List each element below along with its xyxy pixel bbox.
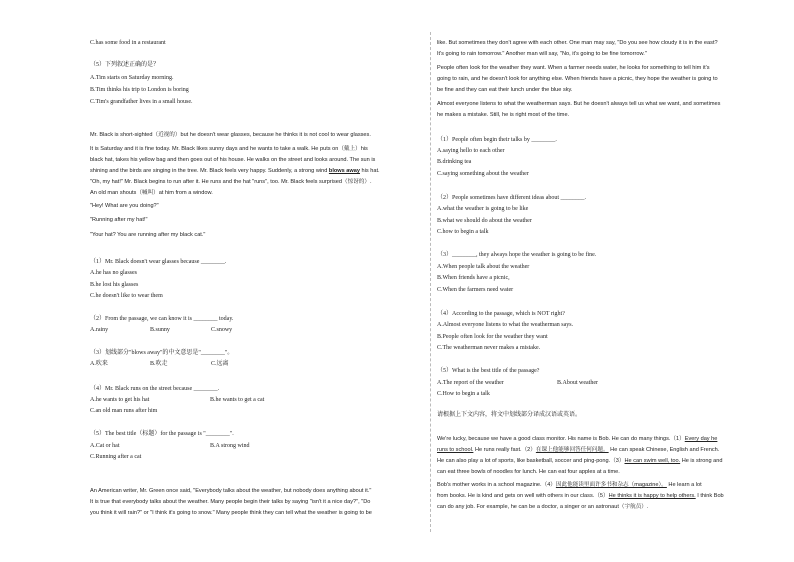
passage-line: An American writer, Mr. Green once said, "Everybody talks about the weather, but nobody does anything about it.": [90, 488, 372, 494]
question-2-stem: （2）People sometimes have different ideas about ________.: [437, 195, 587, 201]
question-3-option-a: A.吹来: [90, 361, 108, 367]
underlined-phrase: blows away: [328, 168, 360, 174]
question-1-option-c: C.saying something about the weather: [437, 171, 529, 177]
passage-text: He can speak Chinese, English and French.: [608, 447, 720, 453]
question-3-option-b: B.吹走: [150, 361, 168, 367]
question-5-option-b: B.Tim thinks his trip to London is boring: [90, 87, 189, 93]
passage-line: [90, 168, 380, 175]
passage-text: He runs really fast.（2）: [473, 447, 536, 453]
passage-line: he makes a mistake. Still, he is right most of the time.: [437, 112, 570, 118]
question-5-option-a: A.Tim starts on Saturday morning.: [90, 75, 174, 81]
question-2-option-a: A.rainy: [90, 327, 109, 333]
column-divider: [430, 32, 431, 532]
passage-line: going to rain, and he doesn't look for anything else. When friends have a picnic, they hope the weather is going to: [437, 76, 718, 82]
question-3-option-a: A.When people talk about the weather: [437, 264, 530, 270]
question-4-stem: （4）According to the passage, which is NOT right?: [437, 311, 565, 317]
question-1-option-a: A.saying hello to each other: [437, 148, 505, 154]
question-4-option-c: C.The weatherman never makes a mistake.: [437, 345, 541, 351]
passage-line: "Oh, my hat!" Mr. Black begins to run after it. He runs and the hat "runs", too. Mr. Black feels surprised（惊讶的）.: [90, 179, 372, 185]
passage-line: Mr. Black is short-sighted（近视的）but he doesn't wear glasses, because he thinks it is not cool to wear glasses.: [90, 132, 371, 138]
translation-instruction: 请根据上下文内容，将文中划线部分译成汉语或英语。: [437, 412, 582, 418]
passage-line: "Hey! What are you doing?": [90, 203, 159, 209]
passage-line: [437, 493, 724, 500]
passage-line: People often look for the weather they want. When a farmer needs water, he looks for something to tell him it's: [437, 65, 710, 71]
passage-text: his hat.: [360, 168, 380, 174]
passage-text: from books. He is kind and gets on well with others in our class.（5）: [437, 493, 609, 499]
question-3-option-c: C.When the farmers need water: [437, 287, 514, 293]
question-5-option-c: C.How to begin a talk: [437, 391, 490, 397]
passage-line: [437, 458, 722, 465]
passage-text: Bob's mother works in a school magazine.（4）: [437, 482, 556, 488]
underlined-sentence: 因此他能读里面许多书和杂志（magazine）。: [555, 482, 667, 488]
question-5-option-c: C.Tim's grandfather lives in a small house.: [90, 99, 193, 105]
question-5-options: [437, 380, 598, 387]
passage-line: It is true that everybody talks about the weather. Many people begin their talks by saying "isn't it a nice day?", "Do: [90, 499, 371, 505]
question-5-stem: （5）What is the best title of the passage?: [437, 368, 540, 374]
question-2-option-b: B.what we should do about the weather: [437, 218, 532, 224]
question-2-option-c: C.snowy: [211, 327, 233, 333]
passage-line: An old man shouts（喊叫）at him from a window.: [90, 190, 213, 196]
question-5-title-stem: （5）The best title（标题）for the passage is "________".: [90, 431, 234, 437]
question-2-option-b: B.sunny: [150, 327, 170, 333]
question-4-option-a: A.Almost everyone listens to what the weatherman says.: [437, 322, 574, 328]
passage-text: He can also play a lot of sports, like basketball, soccer and ping-pong.（3）: [437, 458, 625, 464]
passage-line: [437, 436, 717, 443]
question-2-option-a: A.what the weather is going to be like: [437, 206, 529, 212]
question-3-option-c: C.远离: [211, 361, 229, 367]
question-2-option-c: C.how to begin a talk: [437, 229, 489, 235]
question-4-options: [90, 397, 264, 404]
underlined-sentence: Every day he: [684, 436, 718, 442]
passage-text: I think Bob: [695, 493, 724, 499]
question-4-option-c: C.an old man runs after him: [90, 408, 158, 414]
underlined-sentence: He can swim well, too.: [624, 458, 681, 464]
question-3-stem: （3）划线部分"blows away"的中文意思是"________"。: [90, 350, 234, 356]
passage-text: We're lucky, because we have a good class monitor. His name is Bob. He can do many things.（1）: [437, 436, 685, 442]
question-1-stem: （1）People often begin their talks by ________.: [437, 137, 557, 143]
question-4-option-b: B.he wants to get a cat: [210, 397, 265, 403]
underlined-sentence: He thinks it is happy to help others.: [608, 493, 696, 499]
question-4-option-b: B.People often look for the weather they want: [437, 334, 548, 340]
passage-line: black hat, takes his yellow bag and then goes out of his house. He walks on the street and looks around. The sun is: [90, 157, 376, 163]
question-5-option-b: B.About weather: [557, 380, 598, 386]
underlined-sentence: 在课上他能够回答任何问题。: [535, 447, 609, 453]
passage-line: can eat three bowls of noodles for lunch. He can eat four apples at a time.: [437, 469, 620, 475]
question-5-stem: （5）下列叙述正确的是？: [90, 62, 160, 68]
question-4-option-a: A.he wants to get his hat: [90, 397, 150, 403]
question-3-options: [90, 361, 229, 368]
passage-line: "Running after my hat!": [90, 217, 148, 223]
underlined-sentence: runs to school.: [437, 447, 474, 453]
passage-text: He learn a lot: [666, 482, 702, 488]
passage-line: [437, 482, 702, 489]
passage-text: shining and the birds are singing in the tree. Mr. Black feels very happy. Suddenly, a strong wind: [90, 168, 329, 174]
question-1-option-b: B.drinking tea: [437, 159, 472, 165]
question-5-title-options: [90, 443, 250, 450]
passage-line: like. But sometimes they don't agree with each other. One man may say, "Do you see how cloudy it is in the east?: [437, 40, 718, 46]
prev-option-c: C.has some food in a restaurant: [90, 40, 166, 46]
passage-text: He is strong and: [680, 458, 723, 464]
passage-line: It is Saturday and it is fine today. Mr. Black likes sunny days and he wants to take a walk. He puts on（戴上）his: [90, 146, 368, 152]
question-5-title-option-c: C.Running after a cat: [90, 454, 142, 460]
question-4-stem: （4）Mr. Black runs on the street because ________.: [90, 386, 220, 392]
question-3-option-b: B.When friends have a picnic,: [437, 275, 510, 281]
question-1-option-c: C.he doesn't like to wear them: [90, 293, 163, 299]
question-3-stem: （3）________, they always hope the weather is going to be fine.: [437, 252, 597, 258]
passage-line: "Your hat? You are running after my black cat.": [90, 232, 206, 238]
question-5-title-option-a: A.Cat or hat: [90, 443, 120, 449]
question-2-options: [90, 327, 232, 334]
passage-line: be fine and they can eat their lunch under the blue sky.: [437, 87, 573, 93]
question-1-stem: （1）Mr. Black doesn't wear glasses because ________.: [90, 259, 227, 265]
passage-line: Almost everyone listens to what the weatherman says. But he doesn't always tell us what we want, and sometimes: [437, 101, 721, 107]
passage-line: It's going to rain tomorrow." Another man will say, "No, it's going to be fine tomorrow.": [437, 51, 647, 57]
question-1-option-a: A.he has no glasses: [90, 270, 137, 276]
question-5-option-a: A.The report of the weather: [437, 380, 504, 386]
passage-line: [437, 447, 719, 454]
passage-line: can do any job. For example, he can be a doctor, a singer or an astronaut（宇航员）.: [437, 504, 649, 510]
question-2-stem: （2）From the passage, we can know it is ________ today.: [90, 316, 234, 322]
passage-line: you think it will rain?" or "I think it's going to snow." Many people think they can tell what the weather is going to be: [90, 510, 372, 516]
question-1-option-b: B.he lost his glasses: [90, 282, 139, 288]
question-5-title-option-b: B.A strong wind: [210, 443, 250, 449]
